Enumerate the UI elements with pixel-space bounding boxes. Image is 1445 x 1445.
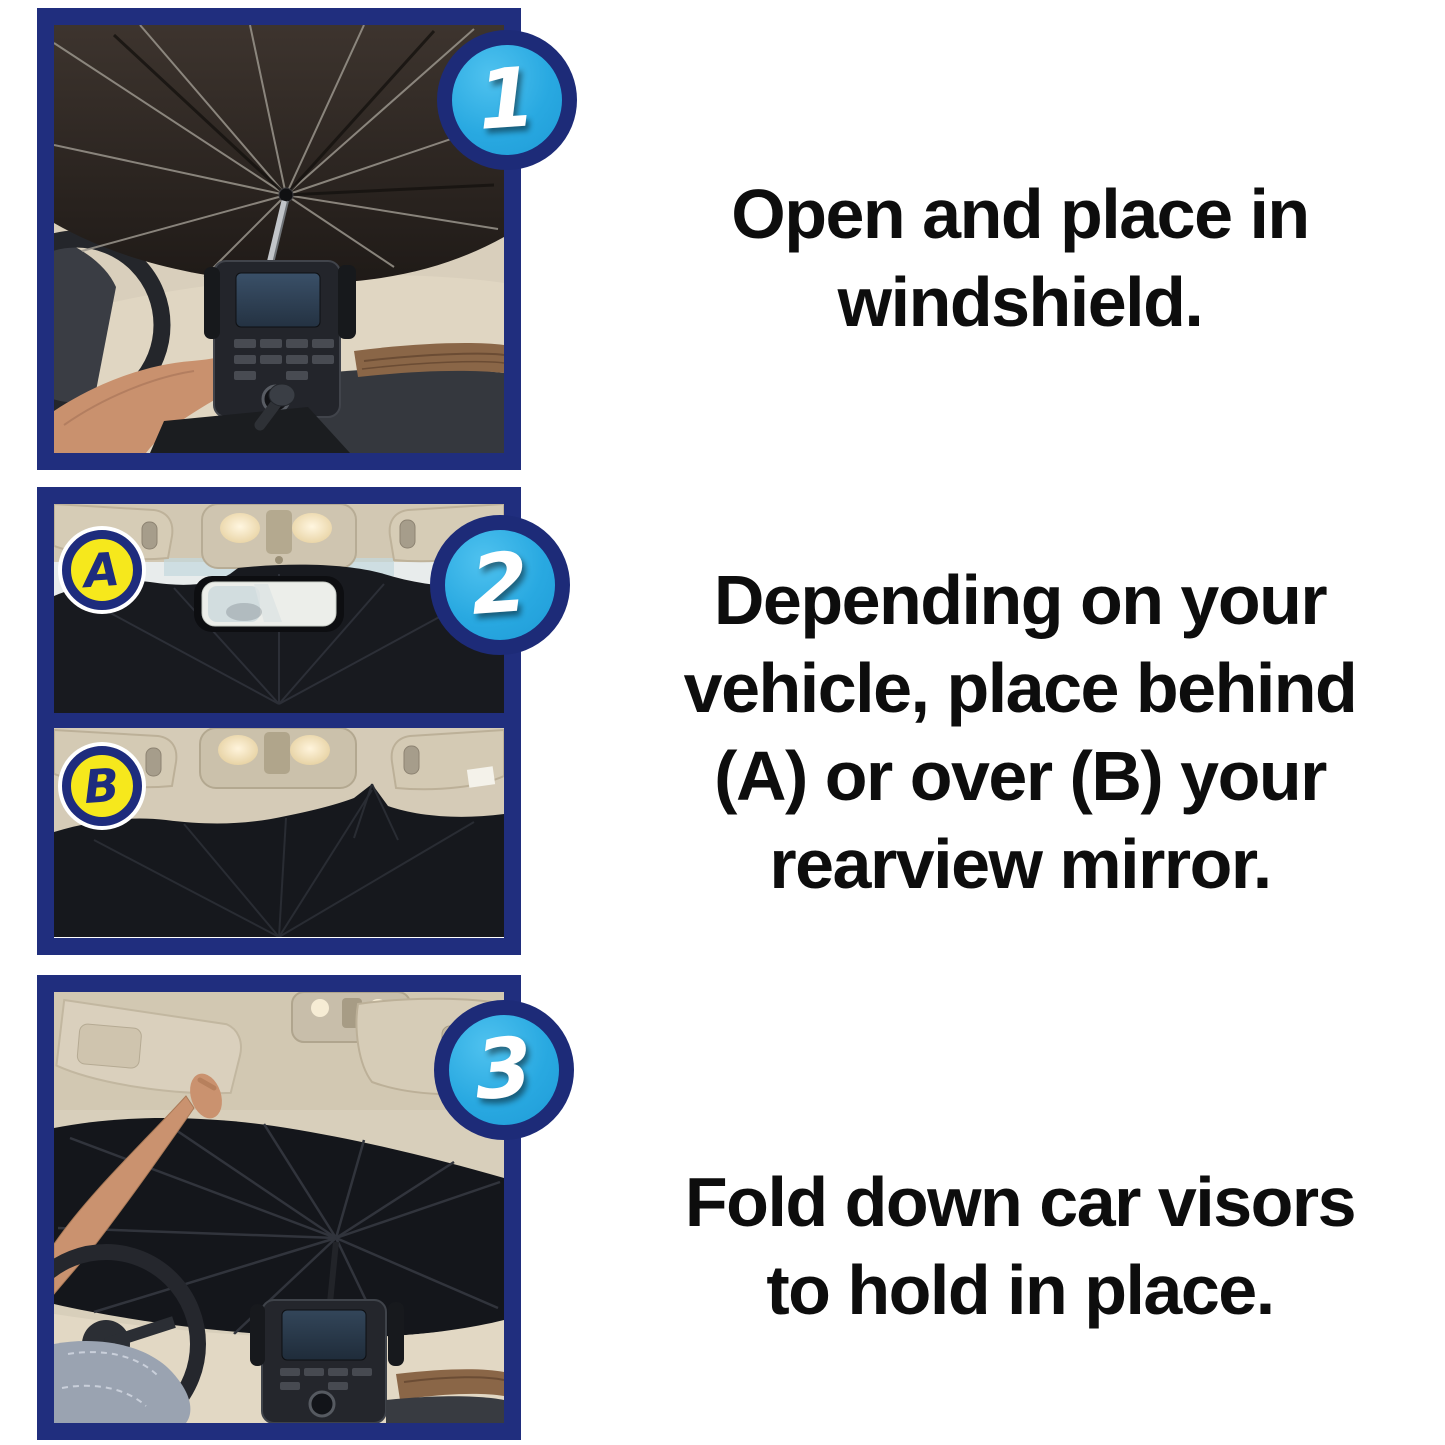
step-3-caption [595, 1158, 1445, 1334]
caption-line: to hold in place. [766, 1251, 1274, 1329]
step-2-badge [430, 515, 570, 655]
dome-light-left [220, 513, 260, 543]
overhead-console [202, 504, 356, 568]
glovebox-dark [386, 1396, 504, 1423]
caption-line: (A) or over (B) your [714, 737, 1326, 815]
dome-light-right [292, 513, 332, 543]
option-a-label: A [82, 541, 122, 599]
option-b-badge [62, 746, 142, 826]
caption-line: vehicle, place behind [683, 649, 1357, 727]
caption-line: rearview mirror. [769, 825, 1271, 903]
center-console [250, 1300, 404, 1423]
option-a-badge [62, 530, 142, 610]
infotainment-screen [236, 273, 320, 327]
dome-light-left [218, 735, 258, 765]
rearview-mirror-opening [194, 576, 344, 632]
panel-divider [54, 713, 504, 728]
umbrella-hub [279, 188, 293, 202]
option-b-label: B [82, 757, 122, 815]
caption-line: Fold down car visors [684, 1163, 1356, 1241]
air-vent-left [204, 267, 220, 339]
step-2-caption [595, 556, 1445, 908]
step-1-badge [437, 30, 577, 170]
step-1-caption [595, 170, 1445, 346]
air-vent-right [388, 1302, 404, 1366]
step-2-number: 2 [468, 535, 532, 634]
visor-label-tag [467, 766, 495, 787]
step-1-photo [54, 25, 504, 453]
infotainment-screen [282, 1310, 366, 1360]
dome-light-right [290, 735, 330, 765]
air-vent-left [250, 1304, 265, 1366]
overhead-console [200, 728, 356, 788]
caption-line: Open and place in [731, 175, 1309, 253]
dome-light-left [311, 999, 329, 1017]
caption-line: Depending on your [713, 561, 1327, 639]
volume-knob [310, 1392, 334, 1416]
umbrella-canopy [54, 25, 504, 283]
step-3-badge [434, 1000, 574, 1140]
step-3-number: 3 [472, 1020, 536, 1119]
step-1-number: 1 [475, 50, 539, 149]
air-vent-right [338, 265, 356, 339]
sun-visor-right [392, 730, 504, 789]
caption-line: windshield. [837, 263, 1203, 341]
